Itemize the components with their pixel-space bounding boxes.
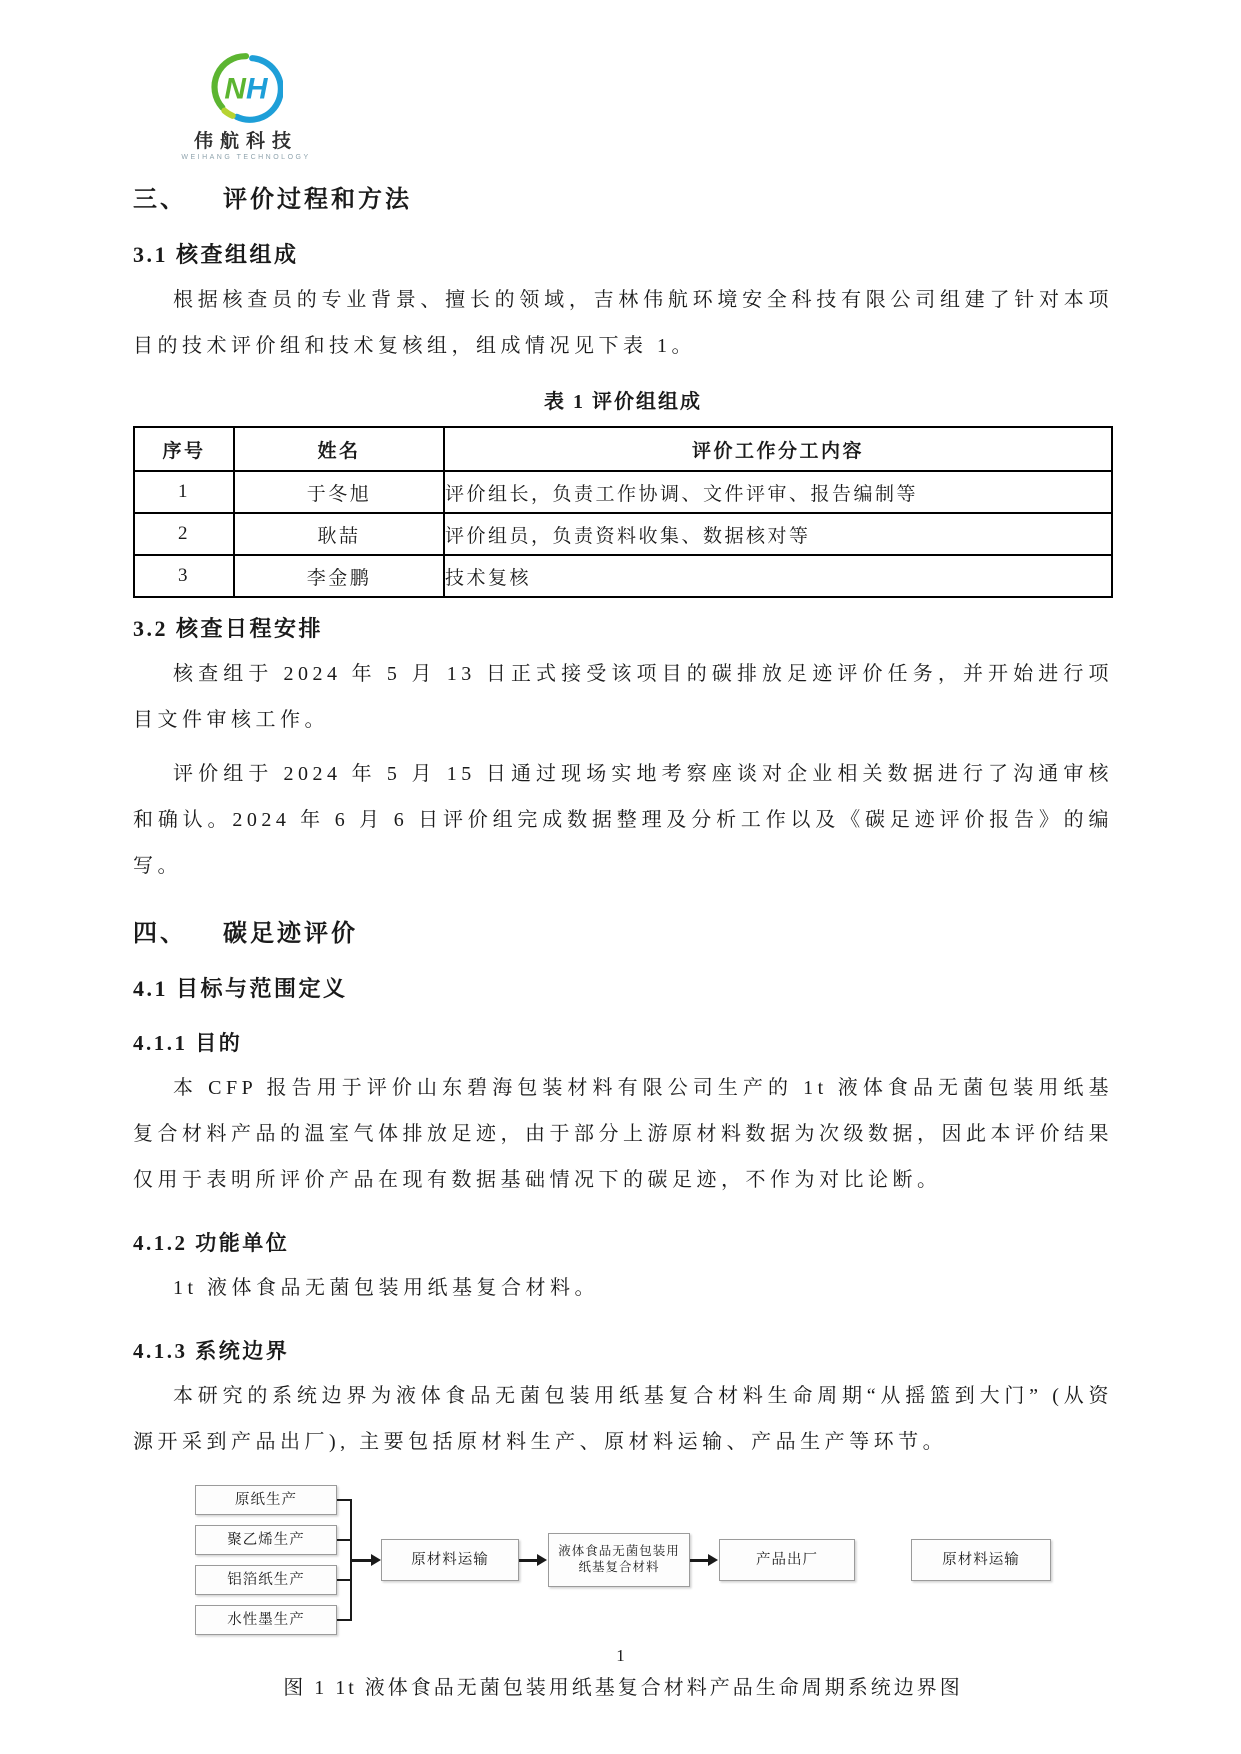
logo-letter-n: N	[224, 72, 246, 106]
section-heading-3-2: 3.2 核查日程安排	[133, 616, 324, 641]
cell-role: 技术复核	[444, 555, 1112, 597]
table-row	[134, 555, 1112, 597]
section-heading-4-1: 4.1 目标与范围定义	[133, 976, 348, 1001]
section-heading-3-1: 3.1 核查组组成	[133, 242, 299, 267]
company-name-en: WEIHANG TECHNOLOGY	[181, 154, 311, 161]
logo-mark-icon	[209, 50, 283, 124]
section-heading-4	[133, 913, 1113, 948]
cell-name: 李金鹏	[234, 555, 444, 597]
section-heading-4-number: 四、	[133, 921, 187, 947]
table-header-row	[134, 427, 1112, 471]
paragraph-system-boundary: 本研究的系统边界为液体食品无菌包装用纸基复合材料生命周期“从摇篮到大门” (从资源开采到产品出厂), 主要包括原材料生产、原材料运输、产品生产等环节。	[133, 1385, 1113, 1453]
section-heading-3-title: 评价过程和方法	[223, 187, 412, 213]
connector-stub	[337, 1539, 350, 1541]
arrow-head-icon	[708, 1554, 718, 1566]
diagram-box-base-paper-production: 原纸生产	[195, 1485, 337, 1515]
diagram-box-product: 液体食品无菌包装用纸基复合材料	[548, 1533, 690, 1587]
cell-name: 耿喆	[234, 513, 444, 555]
evaluation-team-table	[133, 426, 1113, 598]
logo-letter-h: H	[246, 72, 268, 106]
connector-stub	[337, 1619, 350, 1621]
arrow-line	[690, 1559, 708, 1562]
table-header-name: 姓名	[234, 427, 444, 471]
paragraph-purpose: 本 CFP 报告用于评价山东碧海包装材料有限公司生产的 1t 液体食品无菌包装用纸基复合材料产品的温室气体排放足迹，由于部分上游原材料数据为次级数据，因此本评价结果仅用于表明所评价产品在现有数据基础情况下的碳足迹，不作为对比论断。	[133, 1077, 1113, 1191]
arrow-head-icon	[371, 1554, 381, 1566]
cell-role: 评价组员，负责资料收集、数据核对等	[444, 513, 1112, 555]
cell-role: 评价组长，负责工作协调、文件评审、报告编制等	[444, 471, 1112, 513]
company-logo	[161, 50, 331, 161]
cell-index: 3	[134, 555, 234, 597]
cell-index: 1	[134, 471, 234, 513]
paragraph-team-intro: 根据核查员的专业背景、擅长的领域，吉林伟航环境安全科技有限公司组建了针对本项目的技术评价组和技术复核组，组成情况见下表 1。	[133, 289, 1113, 357]
section-heading-3-number: 三、	[133, 187, 187, 213]
connector-stub	[337, 1499, 350, 1501]
paragraph-schedule-1: 核查组于 2024 年 5 月 13 日正式接受该项目的碳排放足迹评价任务，并开始进行项目文件审核工作。	[133, 663, 1113, 731]
table-row	[134, 471, 1112, 513]
section-heading-4-1-3: 4.1.3 系统边界	[133, 1339, 290, 1363]
arrow-line	[350, 1559, 371, 1562]
diagram-box-waterbased-ink-production: 水性墨生产	[195, 1605, 337, 1635]
diagram-box-polyethylene-production: 聚乙烯生产	[195, 1525, 337, 1555]
diagram-box-product-shipment: 产品出厂	[719, 1539, 855, 1581]
section-heading-4-title: 碳足迹评价	[223, 921, 358, 947]
page-number: 1	[616, 1646, 625, 1665]
system-boundary-diagram	[195, 1485, 1095, 1655]
table1-caption: 表 1 评价组组成	[544, 391, 702, 413]
cell-index: 2	[134, 513, 234, 555]
connector-stub	[337, 1579, 350, 1581]
table-header-role: 评价工作分工内容	[444, 427, 1112, 471]
arrow-head-icon	[537, 1554, 547, 1566]
section-heading-4-1-2: 4.1.2 功能单位	[133, 1231, 290, 1255]
figure1-caption: 图 1 1t 液体食品无菌包装用纸基复合材料产品生命周期系统边界图	[283, 1677, 963, 1699]
table-row	[134, 513, 1112, 555]
section-heading-4-1-1: 4.1.1 目的	[133, 1031, 243, 1055]
diagram-box-raw-material-transport: 原材料运输	[381, 1539, 519, 1581]
diagram-box-raw-material-transport-detached: 原材料运输	[911, 1539, 1051, 1581]
diagram-box-aluminum-foil-production: 铝箔纸生产	[195, 1565, 337, 1595]
arrow-line	[519, 1559, 537, 1562]
table-header-index: 序号	[134, 427, 234, 471]
company-name-cn: 伟航科技	[193, 131, 298, 152]
section-heading-3	[133, 179, 1113, 214]
paragraph-schedule-2: 评价组于 2024 年 5 月 15 日通过现场实地考察座谈对企业相关数据进行了沟通审核和确认。2024 年 6 月 6 日评价组完成数据整理及分析工作以及《碳足迹评价报告》的编写。	[133, 763, 1113, 877]
paragraph-functional-unit: 1t 液体食品无菌包装用纸基复合材料。	[173, 1277, 600, 1299]
cell-name: 于冬旭	[234, 471, 444, 513]
